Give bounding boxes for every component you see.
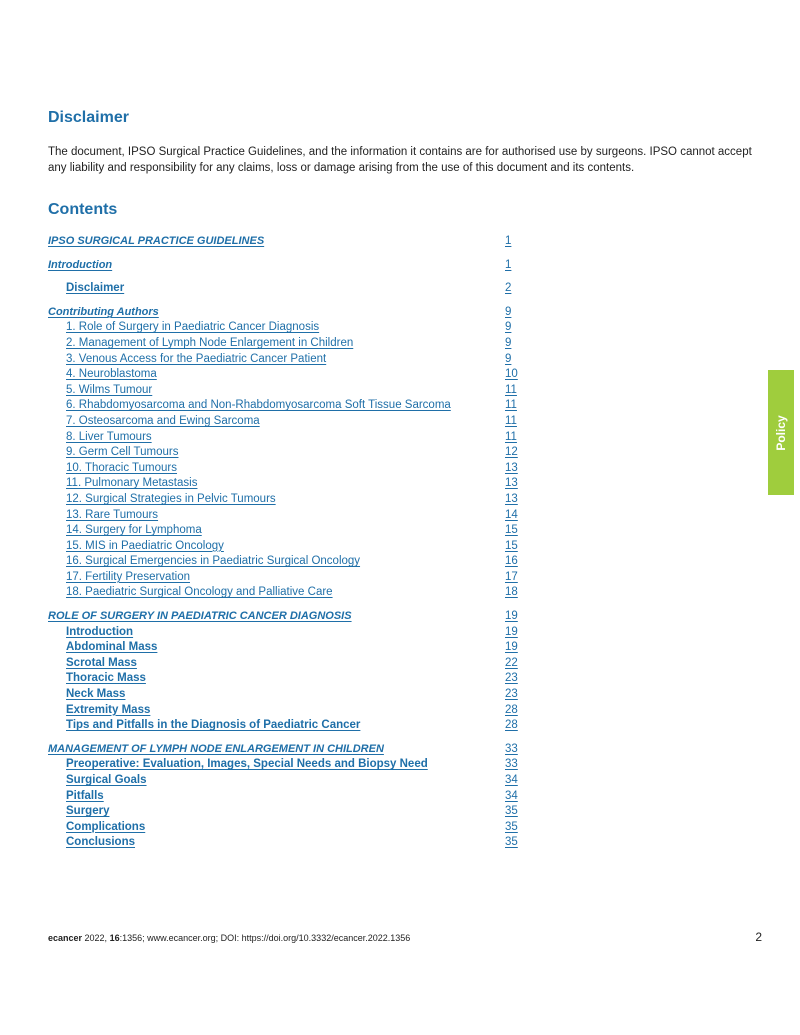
toc-entry[interactable] bbox=[48, 687, 528, 703]
toc-entry[interactable] bbox=[48, 554, 528, 570]
toc-entry-link[interactable]: 10. Thoracic Tumours bbox=[66, 461, 178, 474]
toc-entry-link[interactable]: 5. Wilms Tumour bbox=[66, 383, 153, 396]
toc-entry-link[interactable]: Complications bbox=[66, 820, 146, 833]
toc-page-link[interactable]: 35 bbox=[505, 805, 518, 818]
toc-page-link[interactable]: 13 bbox=[505, 492, 518, 505]
toc-entry[interactable] bbox=[48, 804, 528, 820]
toc-entry[interactable] bbox=[48, 508, 528, 524]
toc-entry-link[interactable]: 17. Fertility Preservation bbox=[66, 570, 190, 583]
toc-entry-link[interactable]: Thoracic Mass bbox=[66, 672, 146, 685]
toc-page-link[interactable]: 19 bbox=[505, 610, 518, 623]
disclaimer-text: The document, IPSO Surgical Practice Guidelines, and the information it contains are for authorised use by surgeons. IPSO cannot accept any liability and responsibility for any claims, loss or damage arising from the use of this document and its contents. bbox=[48, 146, 752, 174]
toc-entry[interactable] bbox=[48, 336, 528, 352]
toc-entry-link[interactable]: 1. Role of Surgery in Paediatric Cancer Diagnosis bbox=[66, 321, 320, 334]
toc-entry[interactable] bbox=[48, 671, 528, 687]
toc-entry[interactable] bbox=[48, 383, 528, 399]
toc-entry-link[interactable]: 3. Venous Access for the Paediatric Cancer Patient bbox=[66, 352, 327, 365]
toc-page-link[interactable]: 11 bbox=[505, 414, 517, 427]
toc-entry-link[interactable]: Disclaimer bbox=[66, 282, 125, 295]
toc-entry-link[interactable]: Conclusions bbox=[66, 836, 136, 849]
toc-group-gap bbox=[48, 273, 528, 281]
toc-entry[interactable] bbox=[48, 414, 528, 430]
toc-page-link[interactable]: 16 bbox=[505, 555, 518, 568]
toc-entry[interactable] bbox=[48, 430, 528, 446]
toc-entry[interactable] bbox=[48, 476, 528, 492]
toc-page-link[interactable]: 1 bbox=[505, 258, 512, 271]
toc-entry-link[interactable]: 6. Rhabdomyosarcoma and Non-Rhabdomyosarcoma Soft Tissue Sarcoma bbox=[66, 399, 451, 412]
toc-entry[interactable] bbox=[48, 492, 528, 508]
toc-entry[interactable] bbox=[48, 703, 528, 719]
toc-entry[interactable] bbox=[48, 757, 528, 773]
toc-page-link[interactable]: 19 bbox=[505, 625, 518, 638]
toc-entry-link[interactable]: 14. Surgery for Lymphoma bbox=[66, 524, 202, 537]
toc-page-link[interactable]: 34 bbox=[505, 774, 518, 786]
toc-entry-link[interactable]: Pitfalls bbox=[66, 789, 104, 802]
toc-page-link[interactable]: 28 bbox=[505, 703, 518, 716]
toc-page-link[interactable]: 15 bbox=[505, 524, 518, 537]
toc-entry-link[interactable]: Introduction bbox=[66, 625, 134, 638]
toc-page-link[interactable]: 23 bbox=[505, 688, 518, 701]
toc-page-link[interactable]: 11 bbox=[505, 383, 517, 396]
toc-entry[interactable] bbox=[48, 570, 528, 586]
toc-entry-link[interactable]: Abdominal Mass bbox=[66, 641, 158, 654]
toc-entry[interactable] bbox=[48, 523, 528, 539]
footer-year: 2022, bbox=[82, 933, 110, 943]
toc-entry[interactable] bbox=[48, 718, 528, 734]
toc-entry-link[interactable]: IPSO SURGICAL PRACTICE GUIDELINES bbox=[48, 235, 265, 247]
toc-page-link[interactable]: 19 bbox=[505, 641, 518, 654]
toc-entry-link[interactable]: 7. Osteosarcoma and Ewing Sarcoma bbox=[66, 414, 260, 427]
toc-group-gap bbox=[48, 250, 528, 258]
policy-side-tab bbox=[768, 370, 794, 495]
toc-entry[interactable] bbox=[48, 461, 528, 477]
toc-page-link[interactable]: 35 bbox=[505, 836, 518, 849]
toc-section-entry[interactable] bbox=[48, 305, 528, 321]
toc-page-link[interactable]: 14 bbox=[505, 508, 518, 521]
toc-entry[interactable] bbox=[48, 640, 528, 656]
toc-page-link[interactable]: 1 bbox=[505, 235, 512, 247]
toc-page-link[interactable]: 13 bbox=[505, 477, 518, 490]
toc-page-link[interactable]: 28 bbox=[505, 719, 518, 732]
toc-entry[interactable] bbox=[48, 835, 528, 851]
toc-entry[interactable] bbox=[48, 281, 528, 297]
toc-entry-link[interactable]: 13. Rare Tumours bbox=[66, 508, 159, 521]
toc-entry-link[interactable]: ROLE OF SURGERY IN PAEDIATRIC CANCER DIAGNOSIS bbox=[48, 610, 352, 623]
toc-entry[interactable] bbox=[48, 820, 528, 836]
toc-entry[interactable] bbox=[48, 352, 528, 368]
toc-section-entry[interactable] bbox=[48, 258, 528, 274]
toc-group-gap bbox=[48, 297, 528, 305]
toc-entry[interactable] bbox=[48, 585, 528, 601]
side-tab-label: Policy bbox=[774, 414, 788, 451]
toc-entry-link[interactable]: MANAGEMENT OF LYMPH NODE ENLARGEMENT IN CHILDREN bbox=[48, 742, 384, 755]
toc-entry[interactable] bbox=[48, 320, 528, 336]
toc-entry[interactable] bbox=[48, 625, 528, 641]
toc-page-link[interactable]: 9 bbox=[505, 352, 512, 365]
toc-entry[interactable] bbox=[48, 789, 528, 805]
toc-entry-link[interactable]: Surgery bbox=[66, 805, 110, 818]
toc-entry[interactable] bbox=[48, 656, 528, 672]
toc-page-link[interactable]: 18 bbox=[505, 586, 518, 599]
footer-volume: 16 bbox=[109, 933, 120, 943]
toc-entry-link[interactable]: Introduction bbox=[48, 258, 113, 271]
toc-entry-link[interactable]: 12. Surgical Strategies in Pelvic Tumours bbox=[66, 492, 276, 505]
toc-entry-link[interactable]: 16. Surgical Emergencies in Paediatric Surgical Oncology bbox=[66, 555, 361, 568]
toc-entry[interactable] bbox=[48, 398, 528, 414]
footer-journal: ecancer bbox=[48, 933, 83, 943]
toc-group-gap bbox=[48, 734, 528, 742]
table-of-contents bbox=[48, 234, 528, 851]
toc-entry-link[interactable]: 4. Neuroblastoma bbox=[66, 368, 157, 381]
toc-entry-link[interactable]: Surgical Goals bbox=[66, 774, 147, 786]
toc-page-link[interactable]: 12 bbox=[505, 446, 518, 459]
toc-page-link[interactable]: 35 bbox=[505, 820, 518, 833]
toc-page-link[interactable]: 9 bbox=[505, 321, 512, 334]
toc-entry[interactable] bbox=[48, 367, 528, 383]
toc-page-link[interactable]: 15 bbox=[505, 539, 518, 552]
toc-page-link[interactable]: 23 bbox=[505, 672, 518, 685]
toc-entry-link[interactable]: 2. Management of Lymph Node Enlargement in Children bbox=[66, 336, 354, 349]
toc-page-link[interactable]: 9 bbox=[505, 336, 512, 349]
footer bbox=[48, 930, 768, 944]
toc-section-entry[interactable] bbox=[48, 609, 528, 625]
toc-entry-link[interactable]: Contributing Authors bbox=[48, 305, 159, 318]
toc-entry-link[interactable]: 11. Pulmonary Metastasis bbox=[66, 477, 198, 490]
toc-entry[interactable] bbox=[48, 773, 528, 789]
toc-page-link[interactable]: 17 bbox=[505, 570, 518, 583]
toc-entry-link[interactable]: 15. MIS in Paediatric Oncology bbox=[66, 539, 224, 552]
toc-entry-link[interactable]: 8. Liver Tumours bbox=[66, 430, 152, 443]
toc-entry-link[interactable]: Preoperative: Evaluation, Images, Special Needs and Biopsy Need bbox=[66, 758, 428, 771]
toc-page-link[interactable]: 11 bbox=[505, 399, 517, 412]
toc-section-entry[interactable] bbox=[48, 742, 528, 758]
toc-page-link[interactable]: 33 bbox=[505, 758, 518, 771]
toc-page-link[interactable]: 11 bbox=[505, 430, 517, 443]
toc-page-link[interactable]: 34 bbox=[505, 789, 518, 802]
toc-page-link[interactable]: 10 bbox=[505, 368, 518, 381]
toc-entry-link[interactable]: Neck Mass bbox=[66, 688, 126, 701]
toc-page-link[interactable]: 2 bbox=[505, 282, 512, 295]
toc-group-gap bbox=[48, 601, 528, 609]
toc-page-link[interactable]: 33 bbox=[505, 742, 518, 755]
toc-entry[interactable] bbox=[48, 539, 528, 555]
toc-entry-link[interactable]: 18. Paediatric Surgical Oncology and Palliative Care bbox=[66, 586, 333, 599]
page-number: 2 bbox=[755, 930, 762, 944]
toc-page-link[interactable]: 9 bbox=[505, 305, 512, 318]
toc-entry-link[interactable]: Extremity Mass bbox=[66, 703, 151, 716]
contents-heading: Contents bbox=[48, 201, 118, 218]
toc-section-entry[interactable] bbox=[48, 234, 528, 250]
toc-entry-link[interactable]: 9. Germ Cell Tumours bbox=[66, 446, 179, 459]
toc-entry-link[interactable]: Tips and Pitfalls in the Diagnosis of Paediatric Cancer bbox=[66, 719, 361, 732]
toc-entry-link[interactable]: Scrotal Mass bbox=[66, 656, 137, 669]
toc-page-link[interactable]: 22 bbox=[505, 656, 518, 669]
toc-page-link[interactable]: 13 bbox=[505, 461, 518, 474]
footer-citation: :1356; www.ecancer.org; DOI: https://doi.org/10.3332/ecancer.2022.1356 bbox=[119, 933, 411, 943]
disclaimer-heading: Disclaimer bbox=[48, 109, 129, 126]
toc-entry[interactable] bbox=[48, 445, 528, 461]
